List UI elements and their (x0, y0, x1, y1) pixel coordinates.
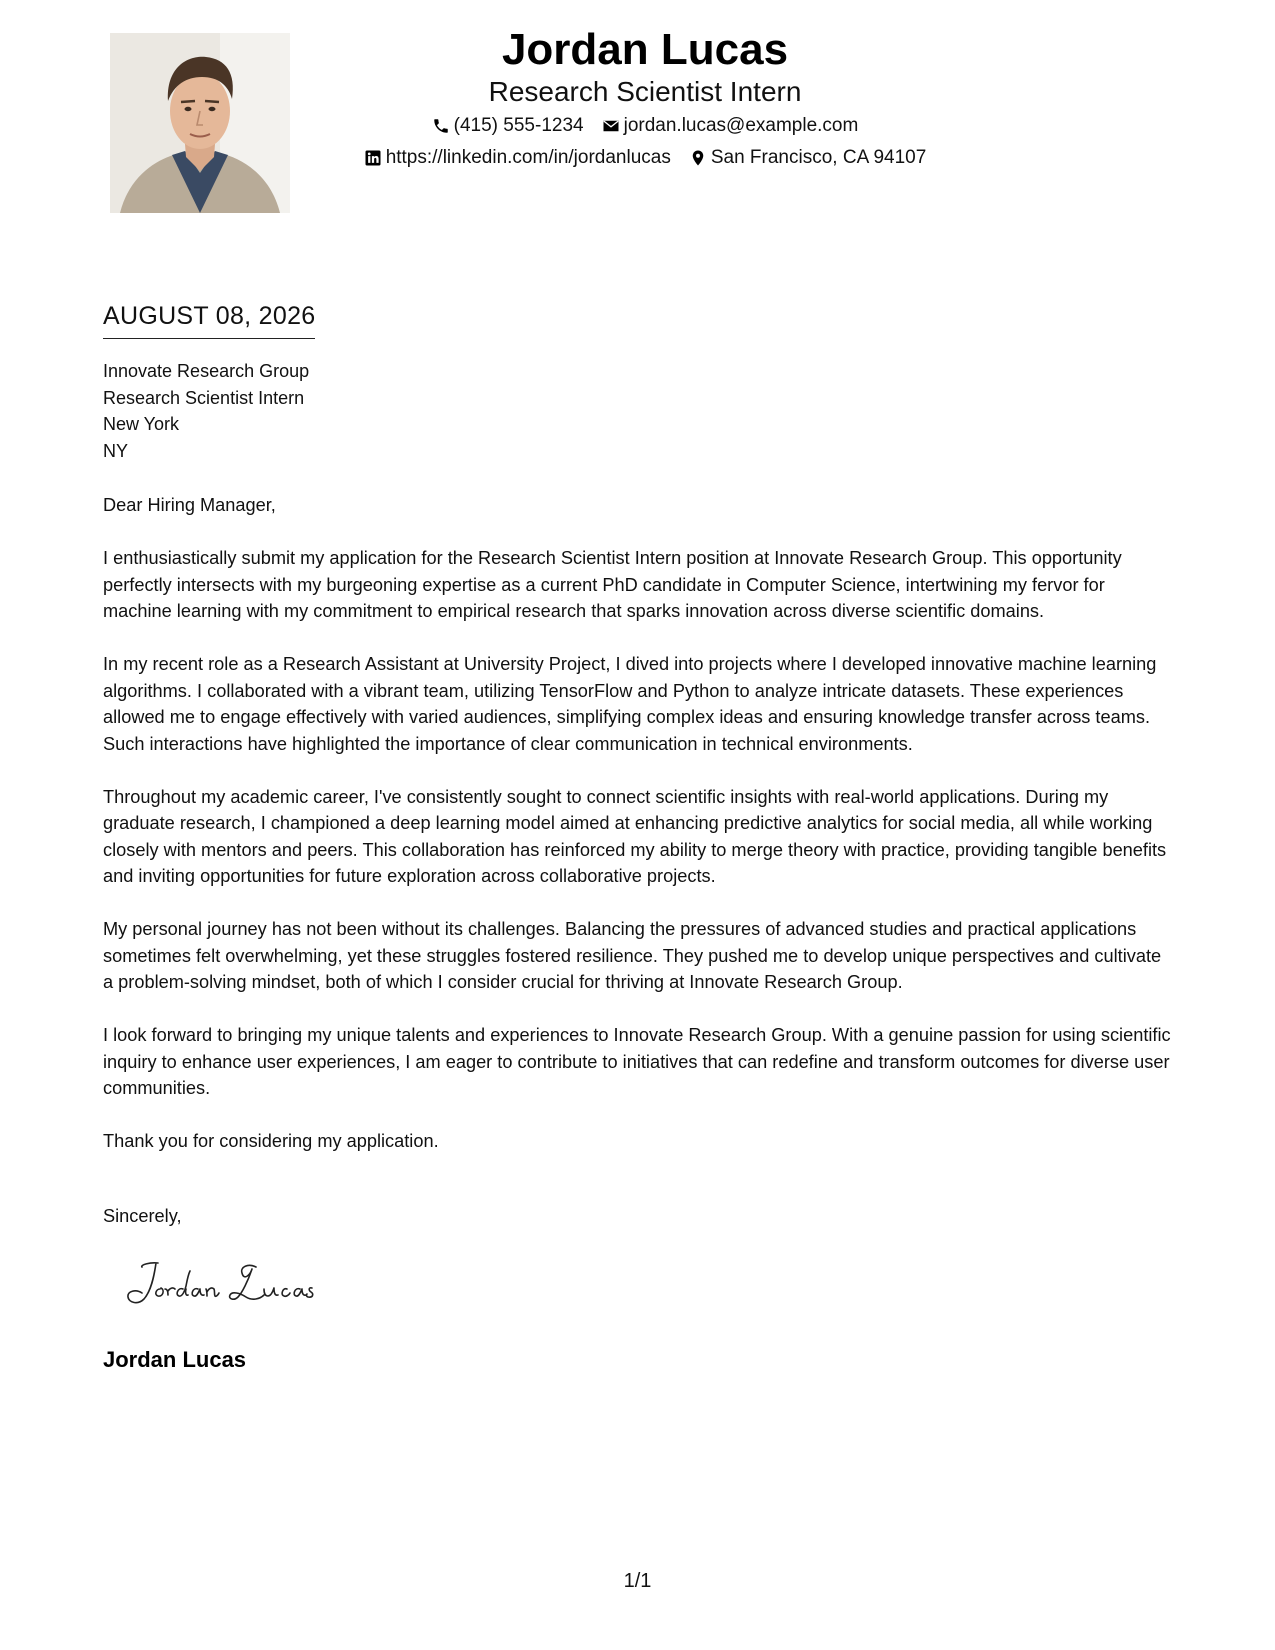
phone-icon (432, 117, 450, 135)
contact-row-secondary (300, 146, 990, 170)
linkedin-text: https://linkedin.com/in/jordanlucas (385, 147, 671, 168)
map-pin-icon (689, 149, 707, 167)
header (300, 22, 990, 170)
envelope-icon (602, 117, 620, 135)
phone-text: (415) 555-1234 (453, 115, 584, 136)
profile-photo (110, 33, 290, 213)
page-number: 1/1 (623, 1570, 652, 1592)
contact-email[interactable] (602, 114, 859, 138)
salutation: Dear Hiring Manager, (103, 495, 276, 515)
recipient-company: Innovate Research Group (103, 361, 310, 381)
thanks-line: Thank you for considering my application. (103, 1131, 439, 1151)
body-paragraph: I look forward to bringing my unique talents and experiences to Innovate Research Group. With a genuine passion for using scientific inquiry to enhance user experiences, I am eager to contribute to initiatives that can redefine and transform outcomes for diverse user communities. (103, 1025, 1171, 1098)
contact-linkedin[interactable] (364, 146, 671, 170)
handwritten-signature (120, 1253, 350, 1313)
recipient-block (103, 358, 309, 464)
letter-date: AUGUST 08, 2026 (103, 300, 315, 339)
letter-date-block (103, 300, 315, 339)
candidate-name: Jordan Lucas (501, 25, 789, 74)
body-paragraph: Throughout my academic career, I've consistently sought to connect scientific insights with real-world applications. During my graduate research, I championed a deep learning model aimed at enhancing predictive analytics for social media, all while working closely with mentors and peers. This collaboration has reinforced my ability to merge theory with practice, providing tangible benefits and inviting opportunities for future exploration across collaborative projects. (103, 786, 1167, 886)
contact-location (689, 146, 926, 170)
email-text: jordan.lucas@example.com (623, 115, 859, 136)
body-paragraph: In my recent role as a Research Assistant at University Project, I dived into projects where I developed innovative machine learning algorithms. I collaborated with a vibrant team, utilizing TensorFlow and Python to analyze intricate datasets. These experiences allowed me to engage effectively with varied audiences, simplifying complex ideas and ensuring knowledge transfer across teams. Such interactions have highlighted the importance of clear communication in technical environments. (103, 654, 1157, 754)
signer-name: Jordan Lucas (103, 1347, 247, 1372)
recipient-state: NY (103, 440, 129, 461)
body-paragraph: I enthusiastically submit my application for the Research Scientist Intern position at Innovate Research Group. This opportunity perfectly intersects with my burgeoning expertise as a current PhD candidate in Computer Science, intertwining my fervor for machine learning with my commitment to empirical research that sparks innovation across diverse scientific domains. (103, 548, 1122, 621)
closing: Sincerely, (103, 1206, 182, 1226)
location-text: San Francisco, CA 94107 (710, 147, 927, 168)
contact-phone[interactable] (432, 114, 584, 138)
recipient-position: Research Scientist Intern (103, 387, 305, 408)
contact-row-primary (300, 114, 990, 138)
letter-body (103, 492, 1175, 1181)
linkedin-icon (364, 149, 382, 167)
recipient-city: New York (103, 414, 180, 434)
body-paragraph: My personal journey has not been without its challenges. Balancing the pressures of advanced studies and practical applications sometimes felt overwhelming, yet these struggles fostered resilience. They pushed me to develop unique perspectives and cultivate a problem-solving mindset, both of which I consider crucial for thriving at Innovate Research Group. (103, 919, 1162, 992)
candidate-headline: Research Scientist Intern (488, 76, 802, 107)
